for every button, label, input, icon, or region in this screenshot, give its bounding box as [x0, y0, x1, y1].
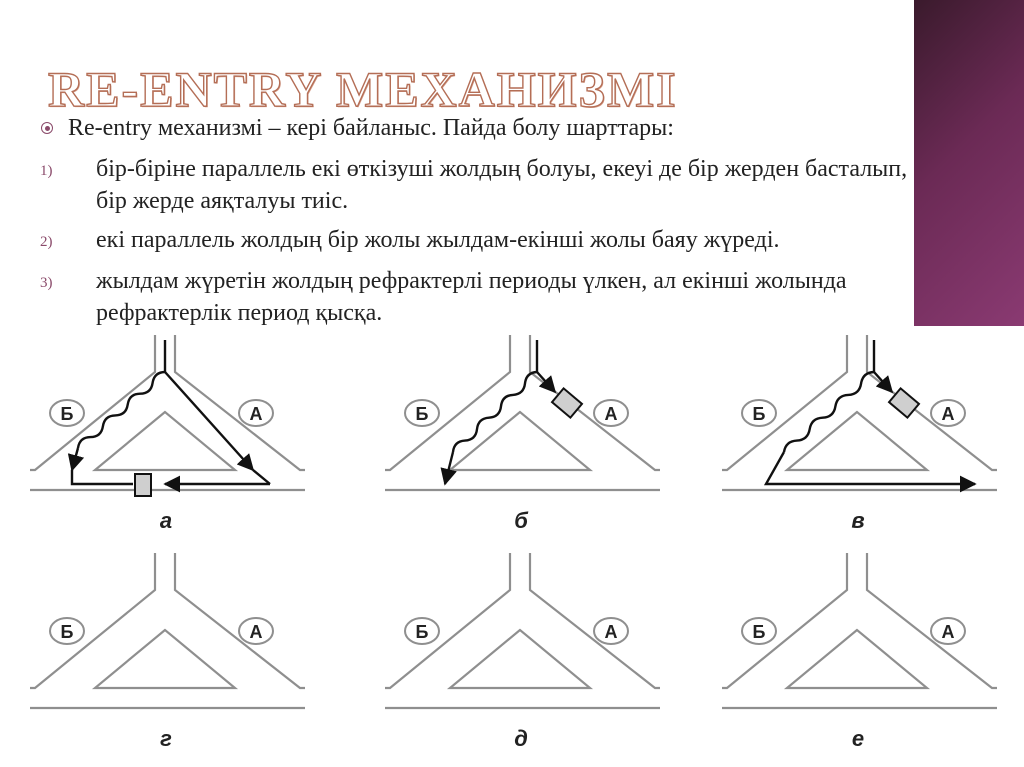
conduction-line: [253, 470, 270, 484]
path-label-left: Б: [60, 404, 74, 424]
conduction-arrow: [537, 372, 555, 392]
panel-caption: д: [514, 726, 528, 751]
path-label-left: Б: [415, 622, 429, 642]
inner-triangle: [450, 630, 590, 688]
panel-caption: б: [514, 508, 528, 533]
channel-outline: [385, 335, 660, 470]
diagram-panel: [30, 553, 305, 767]
diagram-panel: [722, 553, 1010, 767]
path-label-left: Б: [752, 622, 766, 642]
channel-outline: [30, 553, 305, 688]
conduction-arrow: [72, 448, 78, 470]
panel-caption: в: [851, 508, 865, 533]
channel-outline: [385, 553, 660, 688]
conduction-arrow: [766, 452, 975, 484]
channel-outline: [722, 553, 997, 688]
path-label-right: А: [604, 404, 618, 424]
path-label-right: А: [249, 622, 263, 642]
path-label-left: Б: [415, 404, 429, 424]
diagram-panel: [30, 335, 305, 533]
list-item-text: екі параллель жолдың бір жолы жылдам-екінші жолы баяу жүреді.: [96, 227, 780, 253]
inner-triangle: [95, 630, 235, 688]
path-label-right: А: [604, 622, 618, 642]
panel-caption: а: [159, 508, 173, 533]
list-item-text: бір-біріне параллель екі өткізуші жолдың болуы, екеуі де бір жерден басталып, бір жерде аяқталуы тиіс.: [96, 156, 908, 214]
list-marker: 2): [40, 234, 53, 250]
channel-outline: [30, 335, 305, 470]
panel-caption: г: [160, 726, 172, 751]
list-marker: 3): [40, 275, 53, 291]
channel-outline: [722, 335, 997, 470]
path-label-right: А: [941, 404, 955, 424]
block-rectangle: [135, 474, 151, 496]
inner-triangle: [787, 412, 927, 470]
list-item-text: жылдам жүретін жолдың рефрактерлі периоды үлкен, ал екінші жолында рефрактерлік период қысқа.: [96, 268, 847, 326]
panel-caption: е: [851, 726, 865, 751]
inner-triangle: [787, 630, 927, 688]
conduction-line: [72, 470, 133, 484]
path-label-right: А: [941, 622, 955, 642]
slide-title: RE-ENTRY МЕХАНИЗМІ: [48, 61, 678, 117]
intro-text: Re-entry механизмі – кері байланыс. Пайда болу шарттары:: [68, 115, 674, 141]
inner-triangle: [95, 412, 235, 470]
conduction-arrow: [874, 372, 892, 392]
list-marker: 1): [40, 163, 53, 179]
path-label-left: Б: [752, 404, 766, 424]
path-label-left: Б: [60, 622, 74, 642]
inner-triangle: [450, 412, 590, 470]
conduction-arrow: [165, 372, 253, 470]
diagram-panel: [385, 553, 660, 767]
diagram-panel: [722, 335, 997, 533]
path-label-right: А: [249, 404, 263, 424]
slow-path-line: [78, 372, 165, 448]
diagram-panel: [385, 335, 660, 533]
